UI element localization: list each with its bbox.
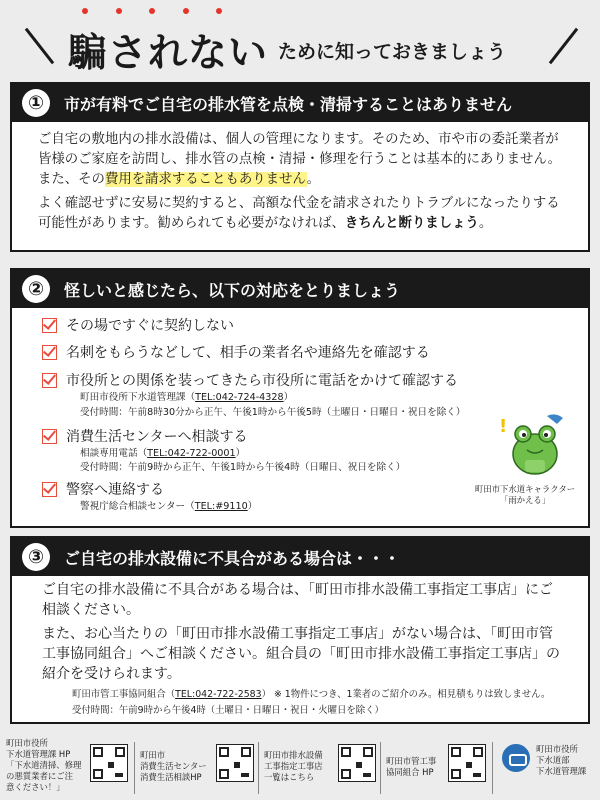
section-drainage-trouble (10, 536, 590, 724)
footer-divider (492, 742, 493, 794)
header-title-rest: ために知っておきましょう (278, 41, 507, 63)
section-1-header (12, 84, 588, 122)
contact-line: 相談専用電話（TEL:042-722-0001） (80, 448, 246, 459)
footer-block-3-text: 町田市排水設備 工事指定工事店 一覧はこちら (264, 750, 323, 782)
contact-line: 警視庁総合相談センター（TEL:#9110） (80, 501, 258, 512)
section-1-title: 市が有料でご自宅の排水管を点検・清掃することはありません (64, 94, 513, 114)
phone-number: TEL:#9110 (194, 501, 248, 512)
footer-block-4-text: 町田市管工事 協同組合 HP (386, 756, 437, 777)
footer-divider (134, 742, 135, 794)
checklist-item: 警察へ連絡する (66, 482, 164, 498)
phone-number: TEL:042-722-0001 (147, 448, 236, 459)
section-2-header (12, 270, 588, 308)
qr-code-icon[interactable] (448, 744, 486, 782)
checklist-item: 消費生活センターへ相談する (66, 429, 248, 445)
section-3-paragraph-1: ご自宅の排水設備に不具合がある場合は、「町田市排水設備工事指定工事店」にご相談ください。 (42, 582, 553, 618)
checklist-item: 名刺をもらうなどして、相手の業者名や連絡先を確認する (66, 345, 430, 361)
phone-number: TEL:042-722-2583 (175, 689, 262, 700)
qr-code-icon[interactable] (216, 744, 254, 782)
section-3-paragraph-2: また、お心当たりの「町田市排水設備工事指定工事店」がない場合は、「町田市管工事協同組合」へご相談ください。組合員の「町田市排水設備工事指定工事店」の紹介を受けられます。 (42, 626, 560, 682)
highlighted-phrase: 費用を請求することもありません (104, 172, 307, 187)
hours-line: 受付時間：午前8時30分から正午、午後1時から午後5時（土曜日・日曜日・祝日を除く） (80, 407, 466, 418)
referral-note: ※ 1物件につき、1業者のご紹介のみ。相見積もりは致しません。 (273, 689, 551, 700)
checkbox-icon (42, 345, 57, 360)
header-slash-right (549, 28, 578, 65)
refuse-emphasis: きちんと断りましょう (344, 216, 479, 231)
footer-block-2-text: 町田市 消費生活センター 消費生活相談HP (140, 750, 207, 782)
section-1-paragraph-2: よく確認せずに安易に契約すると、高額な代金を請求されたりトラブルになったりする可能性があります。勧められても必要がなければ、きちんと断りましょう。 (38, 196, 560, 231)
header-slash-left (25, 28, 54, 65)
emphasis-dots (82, 8, 222, 14)
section-3-title: ご自宅の排水設備に不具合がある場合は・・・ (64, 548, 401, 568)
hours-line: 受付時間：午前9時から正午、午後1時から午後4時（日曜日、祝日を除く） (80, 462, 406, 473)
checkbox-icon (42, 373, 57, 388)
mascot-name: 「雨かえる」 (499, 495, 551, 505)
footer (0, 730, 600, 800)
section-3-number: ③ (22, 543, 50, 571)
footer-department-text: 町田市役所 下水道部 下水道管理課 (536, 744, 587, 776)
contact-line: 町田市役所下水道管理課（TEL:042-724-4328） (80, 392, 294, 403)
section-1-paragraph-1: ご自宅の敷地内の排水設備は、個人の管理になります。そのため、市や市の委託業者が皆様のご家庭を訪問し、排水管の点検・清掃・修理を行うことは基本的にありません。また、その費用を請求することもありません。 (38, 132, 562, 187)
mascot-caption: 町田市下水道キャラクター 「雨かえる」 (468, 484, 582, 506)
checkbox-icon (42, 318, 57, 333)
phone-number: TEL:042-724-4328 (195, 392, 284, 403)
section-3-header (12, 538, 588, 576)
section-1-number: ① (22, 89, 50, 117)
qr-code-icon[interactable] (338, 744, 376, 782)
svg-text:!: ! (499, 416, 508, 437)
footer-block-1-text: 町田市役所 下水道管理課 HP 「下水道清掃、修理 の悪質業者にご注 意ください！」 (6, 738, 82, 792)
city-logo-icon (502, 744, 530, 772)
header-title-emphasis: 騙されない (68, 31, 269, 76)
checkbox-icon (42, 429, 57, 444)
footer-divider (380, 742, 381, 794)
checklist-item: 市役所との関係を装ってきたら市役所に電話をかけて確認する (66, 373, 458, 389)
frog-mascot-icon (495, 410, 575, 480)
section-no-paid-inspection (10, 82, 590, 252)
checkbox-icon (42, 482, 57, 497)
page-header (0, 0, 600, 74)
section-2-title: 怪しいと感じたら、以下の対応をとりましょう (64, 280, 401, 300)
hours-line: 受付時間：午前9時から午後4時（土曜日・日曜日・祝日・火曜日を除く） (72, 705, 384, 716)
checklist-item: その場ですぐに契約しない (66, 318, 234, 334)
contact-line: 町田市管工事協同組合（TEL:042-722-2583） ※ 1物件につき、1業者のご紹介のみ。相見積もりは致しません。 (72, 689, 551, 700)
section-2-number: ② (22, 275, 50, 303)
footer-divider (258, 742, 259, 794)
qr-code-icon[interactable] (90, 744, 128, 782)
